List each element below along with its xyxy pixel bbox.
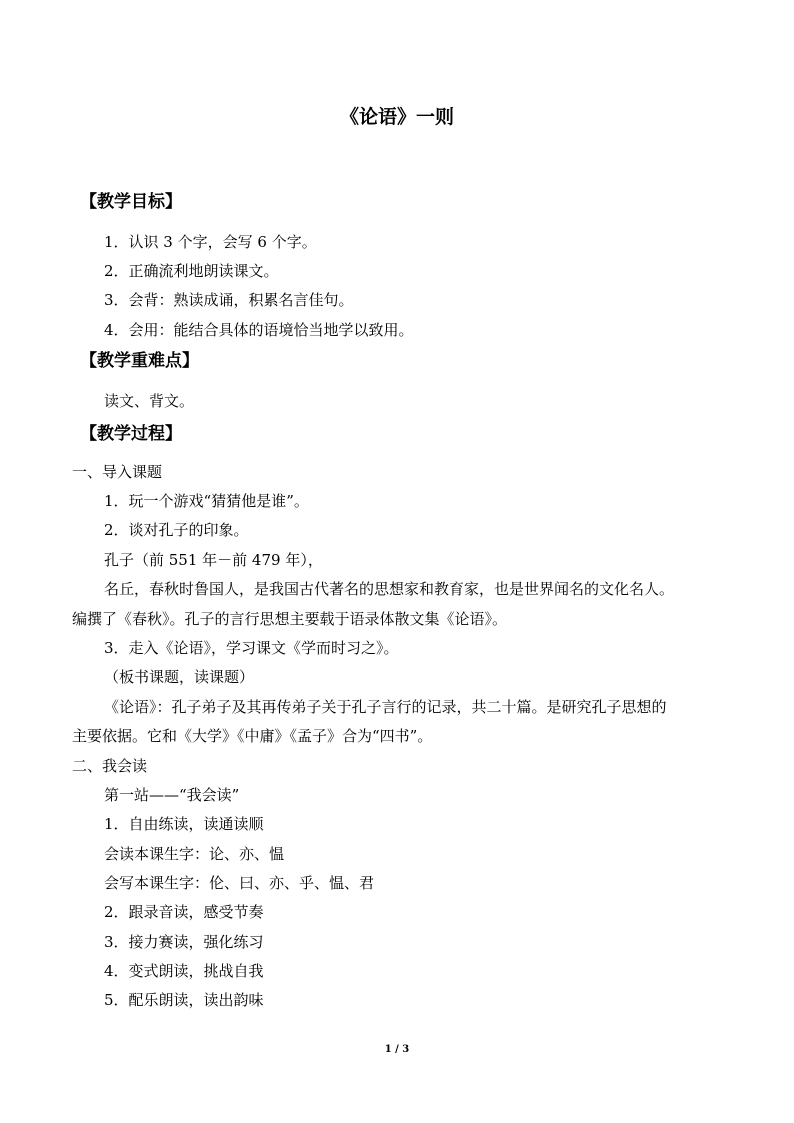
- part2-item: 会读本课生字：论、亦、愠: [104, 845, 285, 863]
- process-heading: 【教学过程】: [80, 424, 182, 444]
- difficulty-heading: 【教学重难点】: [80, 351, 199, 371]
- part1-item: 编撰了《春秋》。孔子的言行思想主要载于语录体散文集《论语》。: [72, 610, 508, 628]
- part1-item: 名丘，春秋时鲁国人，是我国古代著名的思想家和教育家，也是世界闻名的文化名人。: [104, 580, 675, 598]
- document-title: 《论语》一则: [339, 106, 454, 128]
- part1-item: 孔子（前 551 年－前 479 年），: [104, 551, 323, 569]
- part2-item: 会写本课生字：伦、曰、亦、乎、愠、君: [104, 874, 375, 892]
- part2-item: 4．变式朗读，挑战自我: [104, 962, 264, 980]
- part2-item: 5．配乐朗读，读出韵味: [104, 991, 264, 1009]
- part2-heading: 二、我会读: [72, 757, 148, 775]
- part2-item: 1．自由练读，读通读顺: [104, 815, 264, 833]
- goal-item: 1．认识 3 个字，会写 6 个字。: [104, 233, 317, 251]
- goal-item: 3．会背：熟读成诵，积累名言佳句。: [104, 291, 354, 309]
- part2-item: 3．接力赛读，强化练习: [104, 933, 264, 951]
- difficulty-text: 读文、背文。: [104, 392, 195, 410]
- part2-item: 2．跟录音读，感受节奏: [104, 903, 264, 921]
- part1-item: 2．谈对孔子的印象。: [104, 521, 249, 539]
- part1-heading: 一、导入课题: [72, 463, 163, 481]
- part1-item: 主要依据。它和《大学》《中庸》《孟子》合为“四书”。: [72, 727, 433, 745]
- page-number: 1 / 3: [384, 1044, 410, 1055]
- goal-item: 4．会用：能结合具体的语境恰当地学以致用。: [104, 321, 414, 339]
- part1-item: 1．玩一个游戏“猜猜他是谁”。: [104, 492, 309, 510]
- goals-heading: 【教学目标】: [80, 192, 182, 212]
- part2-item: 第一站——“我会读”: [104, 786, 240, 804]
- part1-item: 《论语》：孔子弟子及其再传弟子关于孔子言行的记录，共二十篇。是研究孔子思想的: [104, 698, 667, 716]
- goal-item: 2．正确流利地朗读课文。: [104, 262, 279, 280]
- part1-item: （板书课题，读课题）: [104, 668, 255, 686]
- part1-item: 3．走入《论语》，学习课文《学而时习之》。: [104, 639, 399, 657]
